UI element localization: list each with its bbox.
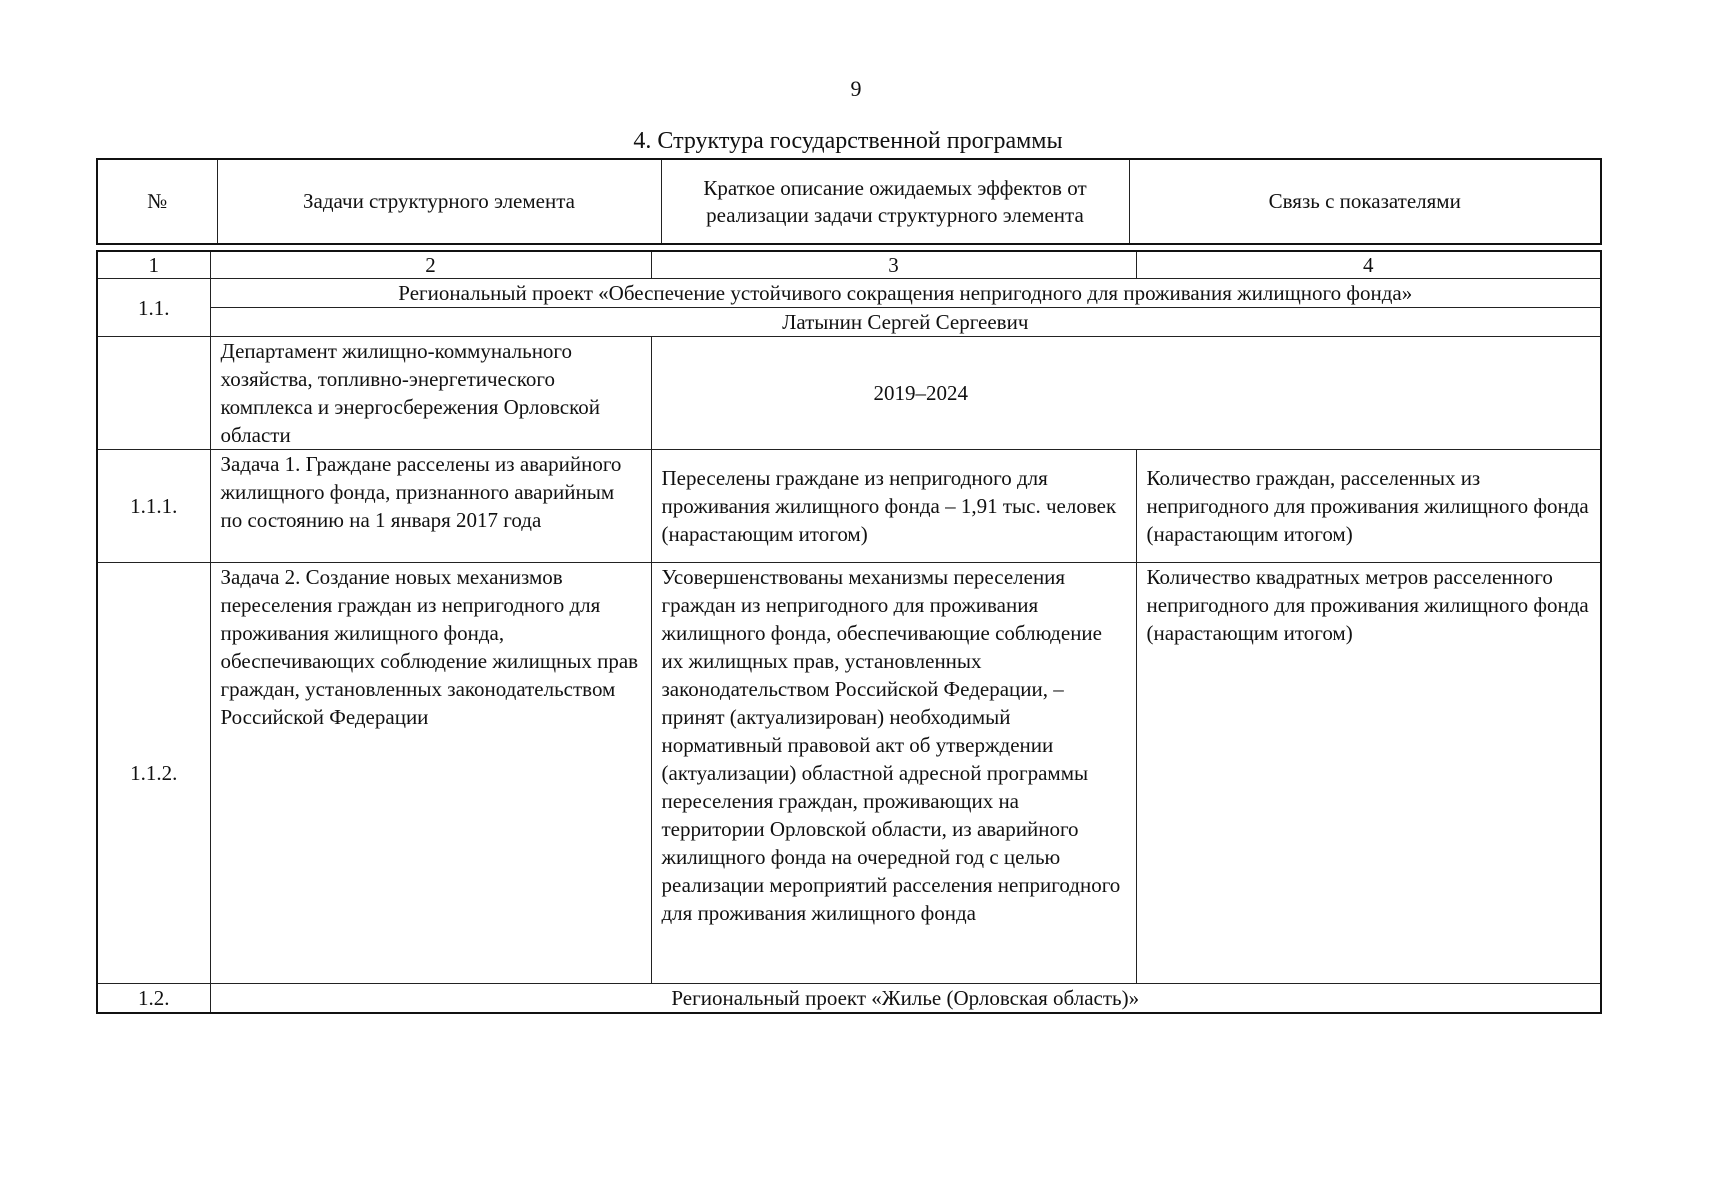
header-effects: Краткое описание ожидаемых эффектов от реализации задачи структурного элемента bbox=[661, 159, 1129, 244]
table-row bbox=[97, 563, 1601, 984]
project-name: Региональный проект «Обеспечение устойчивого сокращения непригодного для проживания жилищного фонда» bbox=[210, 279, 1601, 308]
header-tasks: Задачи структурного элемента bbox=[217, 159, 661, 244]
project-row bbox=[97, 984, 1601, 1014]
task-number: 1.1.1. bbox=[97, 450, 210, 563]
project-name: Региональный проект «Жилье (Орловская область)» bbox=[210, 984, 1601, 1014]
task-effect: Переселены граждане из непригодного для проживания жилищного фонда – 1,91 тыс. человек (нарастающим итогом) bbox=[651, 450, 1136, 563]
project-number: 1.2. bbox=[97, 984, 210, 1014]
project-number: 1.1. bbox=[97, 279, 210, 337]
column-number: 3 bbox=[651, 251, 1136, 279]
project-period: 2019–2024 bbox=[651, 337, 1601, 450]
project-responsible: Латынин Сергей Сергеевич bbox=[210, 308, 1601, 337]
department-name: Департамент жилищно-коммунального хозяйства, топливно-энергетического комплекса и энергосбережения Орловской области bbox=[210, 337, 651, 450]
column-number: 1 bbox=[97, 251, 210, 279]
header-number: № bbox=[97, 159, 217, 244]
column-number: 4 bbox=[1136, 251, 1601, 279]
table-row bbox=[97, 450, 1601, 563]
section-title: 4. Структура государственной программы bbox=[633, 128, 1063, 154]
structure-table bbox=[96, 250, 1602, 1014]
column-number-row bbox=[97, 251, 1601, 279]
header-indicators: Связь с показателями bbox=[1129, 159, 1601, 244]
responsible-row bbox=[97, 308, 1601, 337]
task-indicator: Количество граждан, расселенных из непригодного для проживания жилищного фонда (нарастающим итогом) bbox=[1136, 450, 1601, 563]
page-number: 9 bbox=[850, 76, 862, 101]
project-row bbox=[97, 279, 1601, 308]
task-effect: Усовершенствованы механизмы переселения граждан из непригодного для проживания жилищного фонда, обеспечивающие соблюдение их жилищных прав, установленных законодательством Российской Федерации, – принят (актуализирован) необходимый нормативный правовой акт об утверждении (актуализации) областной адресной программы переселения граждан, проживающих на территории Орловской области, из аварийного жилищного фонда на очередной год с целью реализации мероприятий расселения непригодного для проживания жилищного фонда bbox=[651, 563, 1136, 984]
department-row bbox=[97, 337, 1601, 450]
column-number: 2 bbox=[210, 251, 651, 279]
table-header bbox=[96, 158, 1602, 245]
task-number: 1.1.2. bbox=[97, 563, 210, 984]
task-description: Задача 2. Создание новых механизмов переселения граждан из непригодного для проживания жилищного фонда, обеспечивающих соблюдение жилищных прав граждан, установленных законодательством Российской Федерации bbox=[210, 563, 651, 984]
task-indicator: Количество квадратных метров расселенного непригодного для проживания жилищного фонда (нарастающим итогом) bbox=[1136, 563, 1601, 984]
task-description: Задача 1. Граждане расселены из аварийного жилищного фонда, признанного аварийным по состоянию на 1 января 2017 года bbox=[210, 450, 651, 563]
